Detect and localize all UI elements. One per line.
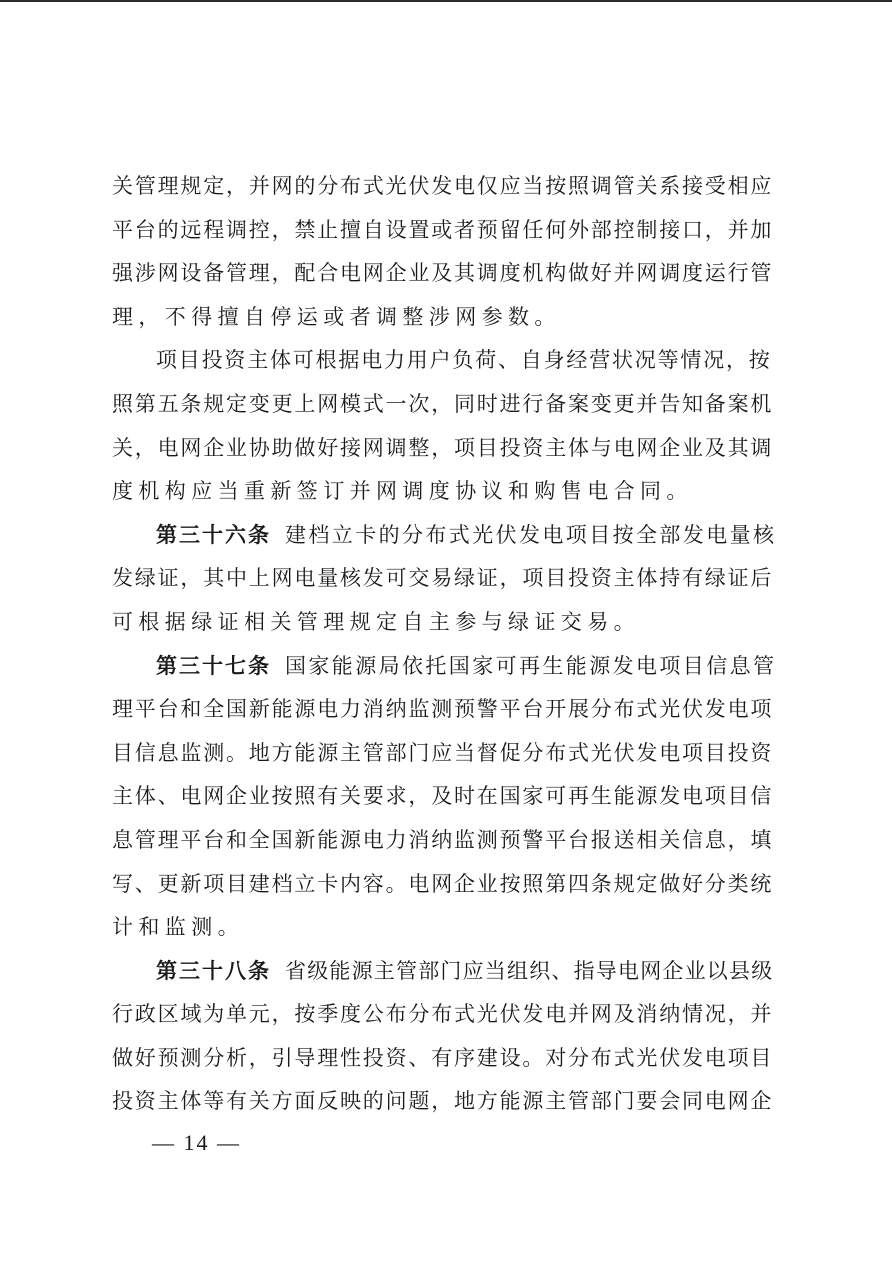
page-top-edge bbox=[0, 0, 892, 2]
text-line: 写、更新项目建档立卡内容。电网企业按照第四条规定做好分类统 bbox=[112, 871, 774, 896]
text-line: 照第五条规定变更上网模式一次，同时进行备案变更并告知备案机 bbox=[112, 391, 774, 416]
article-number: 第三十六条 bbox=[156, 522, 271, 547]
text-line: 计和监测。 bbox=[112, 915, 244, 940]
text-line: 强涉网设备管理，配合电网企业及其调度机构做好并网调度运行管 bbox=[112, 261, 774, 286]
text-line: 做好预测分析，引导理性投资、有序建设。对分布式光伏发电项目 bbox=[112, 1045, 774, 1070]
text-line: 平台的远程调控，禁止擅自设置或者预留任何外部控制接口，并加 bbox=[112, 217, 774, 242]
article-number: 第三十七条 bbox=[156, 653, 271, 678]
text-line: 项目投资主体可根据电力用户负荷、自身经营状况等情况，按 bbox=[156, 348, 772, 373]
text-line: 投资主体等有关方面反映的问题，地方能源主管部门要会同电网企 bbox=[112, 1089, 774, 1114]
text-line: 理，不得擅自停运或者调整涉网参数。 bbox=[112, 304, 561, 329]
page-number: — 14 — bbox=[152, 1130, 241, 1155]
text-line: 理平台和全国新能源电力消纳监测预警平台开展分布式光伏发电项 bbox=[112, 697, 774, 722]
article-36-first-line bbox=[112, 514, 776, 558]
text-line: 度机构应当重新签订并网调度协议和购售电合同。 bbox=[112, 479, 693, 504]
text-line: 目信息监测。地方能源主管部门应当督促分布式光伏发电项目投资 bbox=[112, 740, 774, 765]
article-text: 省级能源主管部门应当组织、指导电网企业以县级 bbox=[285, 958, 774, 983]
text-line: 关管理规定，并网的分布式光伏发电仅应当按照调管关系接受相应 bbox=[112, 174, 774, 198]
text-line: 息管理平台和全国新能源电力消纳监测预警平台报送相关信息，填 bbox=[112, 827, 774, 852]
text-line: 行政区域为单元，按季度公布分布式光伏发电并网及消纳情况，并 bbox=[112, 1002, 774, 1027]
article-text: 国家能源局依托国家可再生能源发电项目信息管 bbox=[285, 653, 777, 678]
article-number: 第三十八条 bbox=[156, 958, 271, 983]
document-body bbox=[112, 165, 776, 1124]
article-text: 建档立卡的分布式光伏发电项目按全部发电量核 bbox=[285, 522, 777, 547]
article-38-first-line bbox=[112, 950, 776, 994]
article-37-first-line bbox=[112, 645, 776, 689]
text-line: 发绿证，其中上网电量核发可交易绿证，项目投资主体持有绿证后 bbox=[112, 566, 774, 591]
text-line: 关，电网企业协助做好接网调整，项目投资主体与电网企业及其调 bbox=[112, 435, 774, 460]
text-line: 主体、电网企业按照有关要求，及时在国家可再生能源发电项目信 bbox=[112, 784, 774, 809]
text-line: 可根据绿证相关管理规定自主参与绿证交易。 bbox=[112, 609, 640, 634]
